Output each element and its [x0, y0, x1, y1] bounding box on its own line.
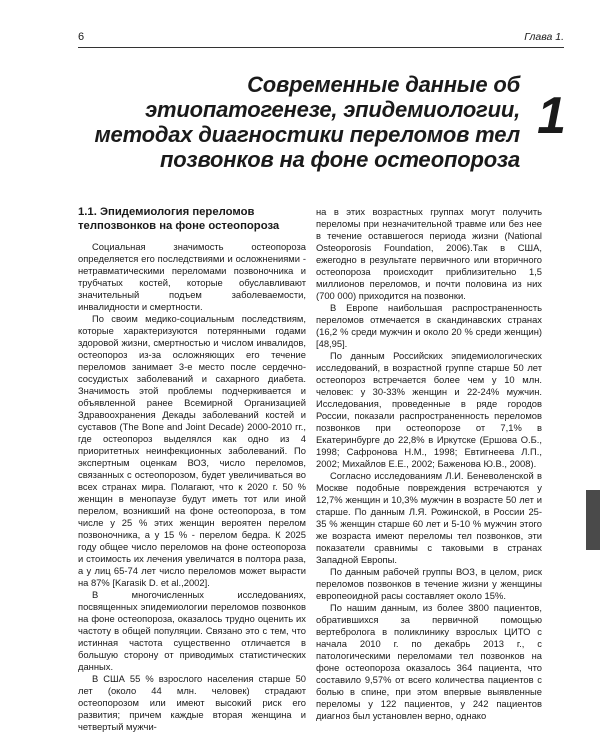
paragraph: В США 55 % взрослого населения старше 50 лет (около 44 млн. человек) страдают остеопорозом или имеют высокий риск его развития; причем каждые вторая женщина и четвертый мужчи- — [78, 673, 306, 732]
paragraph: Согласно исследованиям Л.И. Беневоленской в Москве подобные повреждения встречаются у 12,7% женщин и 10,3% мужчин в возрасте 50 лет и старше. По данным Л.Я. Рожинской, в России 25-35 % женщин старше 60 лет и 5-10 % мужчин этого же возраста имеют переломы тел позвонков, эти показатели сравнимы с таковыми в странах Западной Европы. — [316, 470, 542, 565]
running-head: Глава 1. — [524, 31, 564, 43]
page-number: 6 — [78, 31, 85, 43]
paragraph: В многочисленных исследованиях, посвященных эпидемиологии переломов позвонков на фоне остеопороза, оказалось трудно оценить их частоту в общей популяции. Связано это с тем, что истинная частота существенно отличается в большую сторону от приводимых статистических данных. — [78, 589, 306, 672]
paragraph: По своим медико-социальным последствиям, которые характеризуются потерянными годами здоровой жизни, смертностью и числом инвалидов, остеопороз из-за осложняющих его течение переломов занимает 3-е место после сердечно-сосудистых заболеваний и сахарного диабета. Значимость этой проблемы подчеркивается и объявленной ранее Всемирной Организацией Здравоохранения Декады заболеваний костей и суставов (The Bone and Joint Decade) 2000-2010 гг., где остеопороз выделялся как одно из 4 приоритетных неинфекционных заболеваний. По экспертным оценкам ВОЗ, число переломов, связанных с остеопорозом, будет увеличиваться во всех странах мира. Полагают, что к 2020 г. 50 % женщин в менопаузе будут иметь тот или иной перелом, возникший на фоне остеопороза, в том числе у 25 % этих женщин вероятен перелом позвоночника, а у 15 % - перелом бедра. К 2025 году общее число переломов на фоне остеопороза и стоимость их лечения увеличатся в полтора раза, а у лиц 65-74 лет число переломов может вырасти на 87% [Karasik D. et al.,2002]. — [78, 313, 306, 588]
right-column — [316, 206, 542, 722]
paragraph: Социальная значимость остеопороза определяется его последствиями и осложнениями - нетравматическими переломами позвоночника и трубчатых костей, которые обуславливают значительный подъем заболеваемости, инвалидности и смертности. — [78, 241, 306, 312]
paragraph: По данным Российских эпидемиологических исследований, в возрастной группе старше 50 лет остеопороз встречается более чем у 10 млн. человек: у 30-33% женщин и 22-24% мужчин. Исследования, проведенные в ряде городов России, показали распространенность переломов позвонков при остеопорозе от 7,1% в Екатеринбурге до 22,8% в Иркутске (Ершова О.Б., 1998; Сафронова Н.М., 1998; Евтигнеева Л.П., 2002; Михайлов Е.Е., 2002; Баженова Ю.В., 2008). — [316, 350, 542, 469]
paragraph: на в этих возрастных группах могут получить переломы при незначительной травме или без нее в течение оставшегося периода жизни (National Osteoporosis Foundation, 2006).Так в США, ежегодно в результате первичного или вторичного остеопороза происходит приблизительно 1,5 миллионов переломов, и почти половина из них (700 000) приходится на позвонки. — [316, 206, 542, 301]
chapter-number: 1 — [537, 87, 566, 145]
chapter-edge-tab — [586, 490, 600, 550]
paragraph: По данным рабочей группы ВОЗ, в целом, риск переломов позвонков в течение жизни у женщины европеоидной расы составляет около 15%. — [316, 566, 542, 601]
header-rule — [78, 47, 564, 48]
section-heading: 1.1. Эпидемиология переломов телпозвонков на фоне остеопороза — [78, 206, 280, 232]
left-column — [78, 206, 306, 733]
chapter-title: Современные данные об этиопатогенезе, эпидемиологии, методах диагностики переломов тел позвонков на фоне остеопороза — [94, 72, 520, 172]
paragraph: В Европе наибольшая распространенность переломов отмечается в скандинавских странах (16,2 % среди мужчин и около 20 % среди женщин) [48,95]. — [316, 302, 542, 349]
paragraph: По нашим данным, из более 3800 пациентов, обратившихся за первичной помощью вертебролога в поликлинику взрослых ЦИТО с начала 2010 г. по декабрь 2013 г., с патологическими переломами тел позвонков на фоне остеопороза оказалось 364 пациента, что составило 9,57% от всего количества пациентов с болью в спине, при этом впервые выявленные переломы у 122 пациентов, у 242 пациентов диагноз был установлен верно, однако — [316, 602, 542, 721]
